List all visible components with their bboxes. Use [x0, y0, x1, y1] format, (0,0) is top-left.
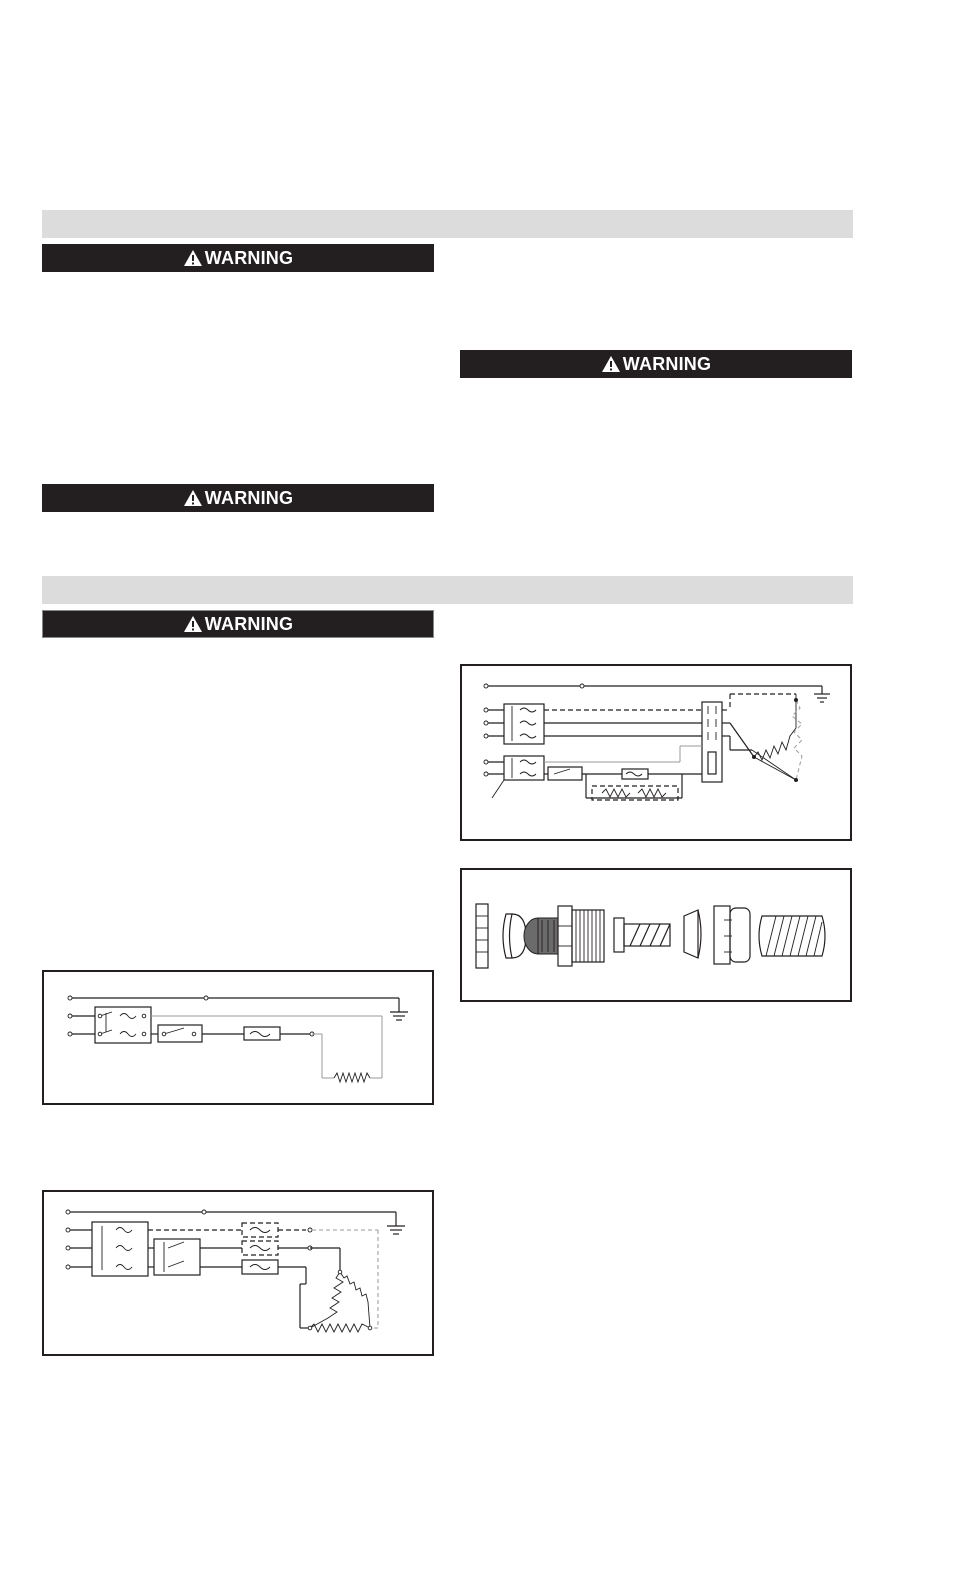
- flexible-conduit-part: [759, 916, 825, 956]
- ground-icon: [814, 694, 830, 702]
- wiring-diagram-three-phase: [42, 1190, 434, 1356]
- warning-label: WARNING: [204, 247, 294, 268]
- ferrule-part: [684, 910, 701, 958]
- locknut-part: [476, 904, 488, 968]
- gasket-part: [503, 914, 526, 958]
- warning-triangle-icon: [183, 249, 203, 267]
- warning-triangle-icon: [183, 489, 203, 507]
- conduit-fitting-exploded-view: [460, 868, 852, 1002]
- warning-banner-1: [42, 244, 434, 272]
- warning-label: WARNING: [204, 613, 294, 634]
- compression-nut-part: [714, 906, 750, 964]
- section-header-band-1: [42, 210, 853, 238]
- warning-banner-4: [42, 610, 434, 638]
- warning-banner-2: [460, 350, 852, 378]
- mesh-insert-part: [524, 918, 558, 954]
- hex-connector-part: [558, 906, 604, 966]
- warning-label: WARNING: [204, 487, 294, 508]
- wiring-diagram-contactor: [460, 664, 852, 841]
- wiring-diagram-single-phase: [42, 970, 434, 1105]
- section-header-band-2: [42, 576, 853, 604]
- bushing-part: [614, 918, 670, 952]
- warning-banner-3: [42, 484, 434, 512]
- warning-triangle-icon: [601, 355, 621, 373]
- warning-triangle-icon: [183, 615, 203, 633]
- ground-icon: [387, 1226, 405, 1234]
- warning-label: WARNING: [622, 353, 712, 374]
- ground-icon: [390, 1012, 408, 1020]
